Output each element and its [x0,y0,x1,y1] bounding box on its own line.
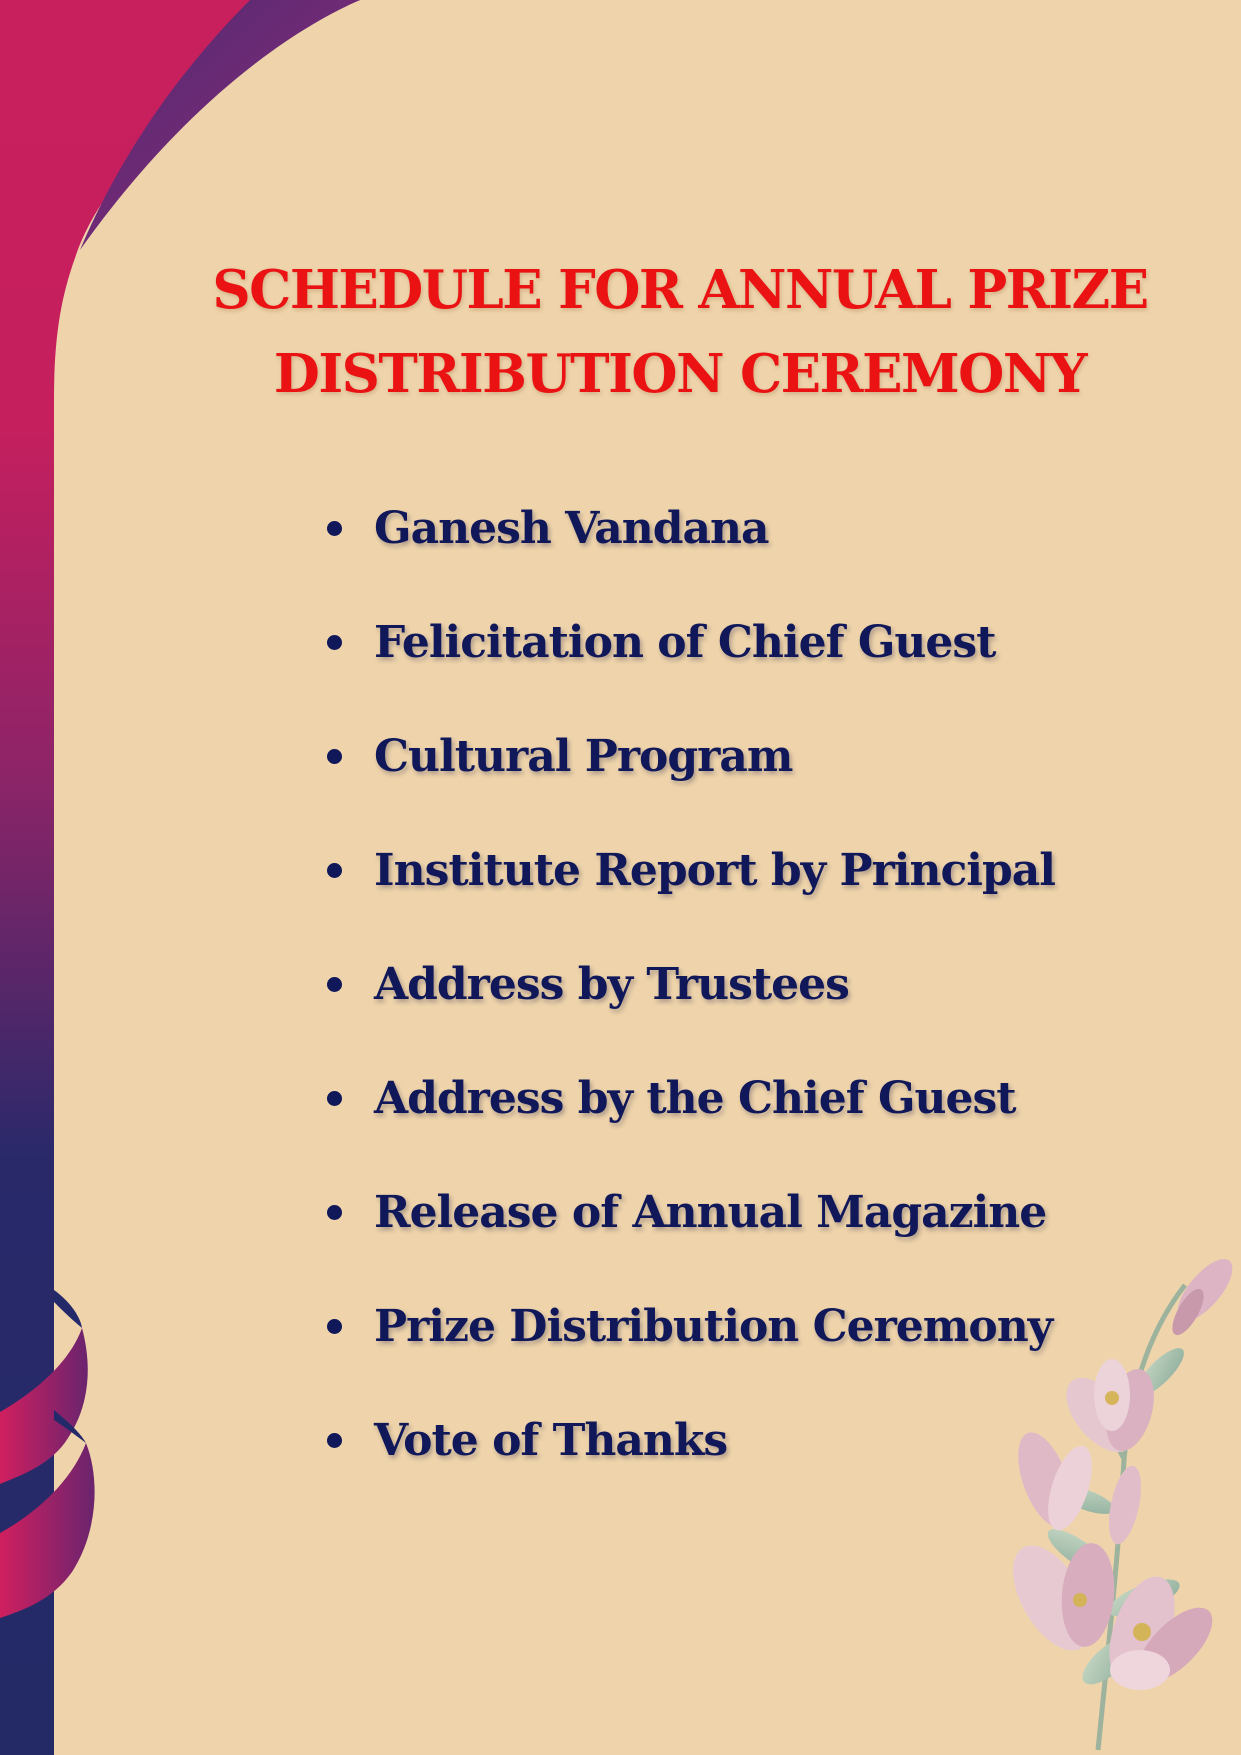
schedule-item: Felicitation of Chief Guest [318,611,1055,725]
schedule-item: Address by the Chief Guest [318,1067,1055,1181]
schedule-item: Cultural Program [318,725,1055,839]
schedule-list [318,497,1055,1523]
schedule-item: Address by Trustees [318,953,1055,1067]
schedule-item: Ganesh Vandana [318,497,1055,611]
schedule-item: Prize Distribution Ceremony [318,1295,1055,1409]
title-line-1: SCHEDULE FOR ANNUAL PRIZE [212,259,1148,321]
page-title [200,248,1160,416]
schedule-item: Institute Report by Principal [318,839,1055,953]
schedule-item: Vote of Thanks [318,1409,1055,1523]
schedule-item: Release of Annual Magazine [318,1181,1055,1295]
title-line-2: DISTRIBUTION CEREMONY [273,343,1087,405]
